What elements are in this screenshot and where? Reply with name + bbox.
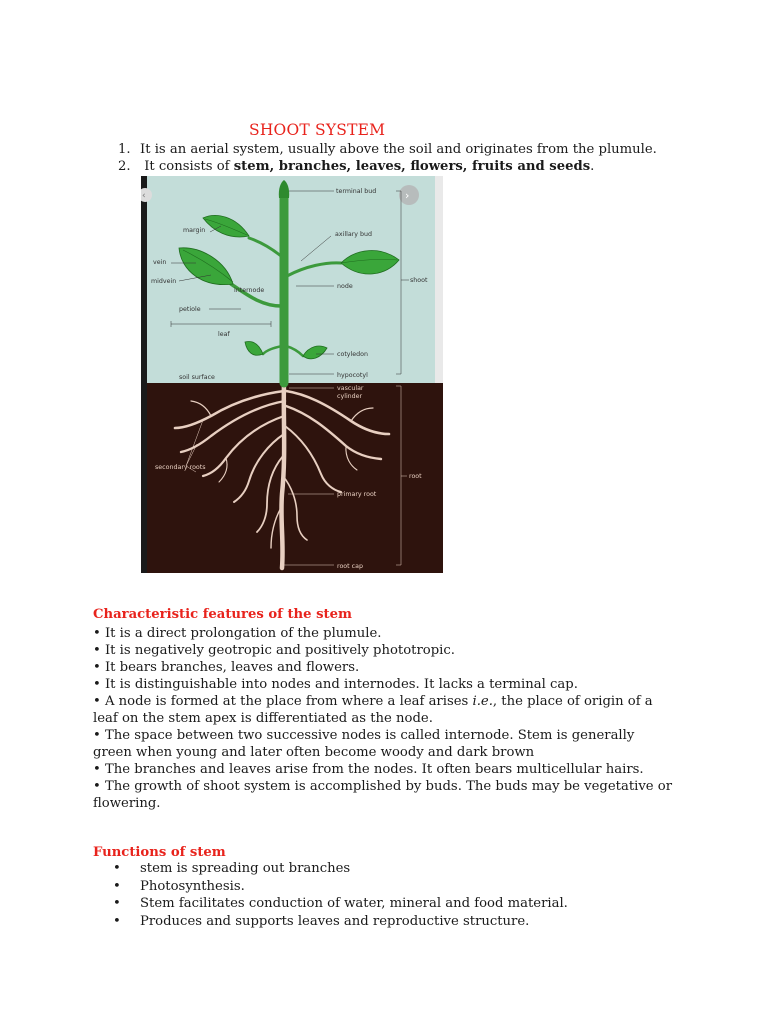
characteristic-line: • It is a direct prolongation of the plumule. xyxy=(93,626,382,641)
bullet-icon: • xyxy=(113,896,121,911)
label-node: node xyxy=(337,283,353,290)
label-secondary-roots: secondary roots xyxy=(155,464,206,471)
label-primary-root: primary root xyxy=(337,491,377,498)
label-shoot: shoot xyxy=(410,277,428,284)
characteristic-line: • The growth of shoot system is accomplished by buds. The buds may be vegetative or flowering. xyxy=(93,779,673,811)
label-terminal-bud: terminal bud xyxy=(336,188,377,195)
characteristic-line: • It is distinguishable into nodes and internodes. It lacks a terminal cap. xyxy=(93,677,578,692)
functions-heading: Functions of stem xyxy=(93,845,226,860)
bullet-icon: • xyxy=(113,861,121,876)
label-soil-surface: soil surface xyxy=(179,374,215,381)
node-line-text-end: , the place of origin of a leaf on the stem apex is differentiated as the node. xyxy=(93,694,653,726)
functions-list xyxy=(113,861,568,931)
characteristic-node-line xyxy=(93,693,673,727)
characteristic-line: • The space between two successive nodes is called internode. Stem is generally green when young and later often become woody and dark brown xyxy=(93,728,635,760)
soil-area xyxy=(141,383,443,573)
intro-item-1 xyxy=(118,142,657,157)
intro-item-2 xyxy=(118,159,594,174)
figure-left-strip xyxy=(141,176,147,573)
function-text: Produces and supports leaves and reproductive structure. xyxy=(140,913,530,929)
characteristics-list xyxy=(93,625,673,812)
function-item xyxy=(113,914,568,932)
label-petiole: petiole xyxy=(179,306,201,313)
figure-right-strip xyxy=(435,176,443,383)
label-cylinder: cylinder xyxy=(337,393,363,400)
label-root: root xyxy=(409,473,422,480)
intro-text: It consists of xyxy=(144,159,234,174)
label-leaf: leaf xyxy=(218,331,230,338)
page-title: SHOOT SYSTEM xyxy=(249,121,386,139)
function-text: Photosynthesis. xyxy=(140,878,245,894)
function-item xyxy=(113,861,568,879)
intro-text-end: . xyxy=(590,159,595,174)
function-text: stem is spreading out branches xyxy=(140,861,351,876)
label-cotyledon: cotyledon xyxy=(337,351,368,358)
label-hypocotyl: hypocotyl xyxy=(337,372,368,379)
characteristic-line: • It is negatively geotropic and positively phototropic. xyxy=(93,643,455,658)
bullet-icon: • xyxy=(113,878,121,894)
characteristic-line: • It bears branches, leaves and flowers. xyxy=(93,660,360,675)
intro-bold-text: stem, branches, leaves, flowers, fruits and seeds xyxy=(233,159,591,174)
characteristic-line: • The branches and leaves arise from the nodes. It often bears multicellular hairs. xyxy=(93,762,644,777)
characteristics-heading: Characteristic features of the stem xyxy=(93,607,352,622)
svg-text:‹: ‹ xyxy=(142,191,146,201)
svg-text:›: › xyxy=(405,189,410,202)
label-root-cap: root cap xyxy=(337,563,363,570)
node-line-italic: i.e. xyxy=(472,694,493,709)
label-midvein: midvein xyxy=(151,278,177,285)
label-axillary-bud: axillary bud xyxy=(335,231,372,238)
node-line-text: • A node is formed at the place from where a leaf arises xyxy=(93,694,473,709)
label-margin: margin xyxy=(183,227,206,234)
intro-text: It is an aerial system, usually above the soil and originates from the plumule. xyxy=(140,142,657,157)
function-item xyxy=(113,879,568,897)
intro-number: 2. xyxy=(118,159,131,174)
label-internode: internode xyxy=(234,287,265,294)
function-text: Stem facilitates conduction of water, mineral and food material. xyxy=(140,896,568,911)
bullet-icon: • xyxy=(113,913,121,929)
function-item xyxy=(113,896,568,914)
intro-number: 1. xyxy=(118,142,131,157)
plant-diagram xyxy=(141,176,443,573)
label-vein: vein xyxy=(153,259,167,266)
label-vascular: vascular xyxy=(337,385,364,392)
